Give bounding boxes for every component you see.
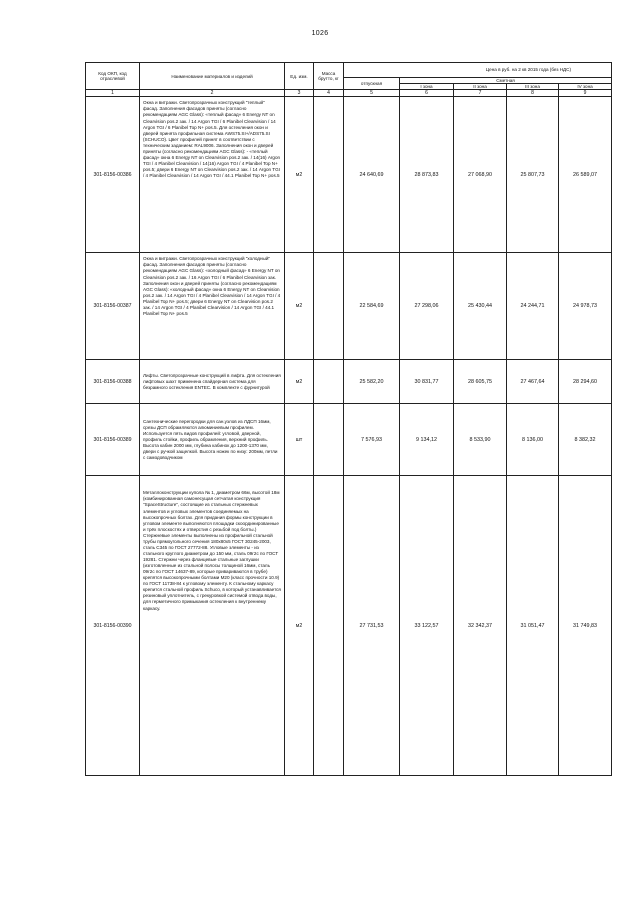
row-description: Лифты. Светопрозрачные конструкций в лифта. Для остекления лифтовых шахт применена спайдерная система для безрамного остекления ENTEC. В комплекте с фурнитурой [140,360,285,404]
row-mass [314,404,344,476]
row-code: 301-8156-00387 [86,253,140,360]
col-number: 6 [400,90,454,97]
row-release-price: 27 731,53 [344,476,400,776]
header-zone-1: I зона [400,84,454,90]
row-unit: м2 [285,476,314,776]
row-mass [314,253,344,360]
row-unit: м2 [285,360,314,404]
header-price-group: Цена в руб. на 2 кв 2015 года (без НДС) [344,63,612,78]
row-code: 301-8156-00390 [86,476,140,776]
row-release-price: 25 582,20 [344,360,400,404]
row-mass [314,97,344,253]
header-estimate: Сметная [400,78,612,84]
row-unit: м2 [285,253,314,360]
row-unit: м2 [285,97,314,253]
row-zone-2-price: 8 533,90 [454,404,507,476]
row-zone-4-price: 26 589,07 [559,97,612,253]
header-mass: Масса брутто, кг [314,63,344,90]
row-zone-2-price: 28 605,75 [454,360,507,404]
row-zone-1-price: 30 831,77 [400,360,454,404]
row-code: 301-8156-00386 [86,97,140,253]
table-row [86,404,612,476]
row-description: Окна и витражи. Светопрозрачных конструкций "холодный" фасад. Заполнения фасадов приняты (согласно рекомендациям AGC Glass): «холодный фасад» 6 Energy NT on Clearvision pos.2 зак. / 16 Argon TGI / 6 Planibel Clearvision зак. Заполнения окон и дверей приняты (согласно рекомендациям AGC Glass): «холодный фасад» окна 6 Energy NT on Clearvision pos.2 зак. / 14 Argon TGI / 4 Planibel Clearvision / 14 Argon TGI / 4 Planibel Top N+ pos.5; двери 6 Energy NT on Clearvision pos.2 зак. / 14 Argon TGI / 4 Planibel Clearvision / 14 Argon TGI / 44.1 Planibel Top N+ pos.5 [140,253,285,360]
col-number: 9 [559,90,612,97]
row-zone-2-price: 25 430,44 [454,253,507,360]
row-description: Окна и витражи. Светопрозрачных конструкций "теплый" фасад. Заполнения фасадов приняты (согласно рекомендациям AGC Glass): «теплый фасад» 6 Energy NT on Clearvision pos.2 зак. / 14 Argon TGI / 6 Planibel Clearvision / 14 Argon TGI / 6 Planibel Top N+ pos.5. Для остекления окон и дверей принята профильная система AWS75.SI+/ADS75.SI (SCHUCO). Цвет профилей принят в соответствии с техническим заданием: RAL9006. Заполнения окон и дверей приняты (согласно рекомендациям AGC Glass): - «теплый фасад» окна 6 Energy NT on Clearvision pos.2 зак. / 14(16) Argon TGI / 4 Planibel Clearvision / 14(16) Argon TGI / 4 Planibel Top N+ pos.5; двери 6 Energy NT on Clearvision pos.2 зак. / 14 Argon TGI / 4 Planibel Clearvision / 14 Argon TGI / 44.1 Planibel Top N+ pos.5 [140,97,285,253]
row-zone-1-price: 9 134,12 [400,404,454,476]
row-zone-3-price: 25 807,73 [507,97,559,253]
row-mass [314,476,344,776]
table-row [86,253,612,360]
table-row [86,360,612,404]
page-number: 1026 [311,30,329,37]
row-release-price: 7 576,93 [344,404,400,476]
row-code: 301-8156-00389 [86,404,140,476]
col-number: 7 [454,90,507,97]
row-zone-4-price: 24 978,73 [559,253,612,360]
header-release: отпускная [344,78,400,90]
row-zone-3-price: 31 051,47 [507,476,559,776]
header-unit: Ед. изм. [285,63,314,90]
row-mass [314,360,344,404]
col-number: 2 [140,90,285,97]
col-number: 3 [285,90,314,97]
header-name: Наименование материалов и изделий [140,63,285,90]
row-unit: шт [285,404,314,476]
row-zone-4-price: 31 749,83 [559,476,612,776]
col-number: 4 [314,90,344,97]
row-zone-2-price: 32 342,37 [454,476,507,776]
header-zone-4: IV зона [559,84,612,90]
row-release-price: 24 640,69 [344,97,400,253]
row-zone-4-price: 8 382,32 [559,404,612,476]
price-table [85,62,612,776]
row-zone-1-price: 27 298,06 [400,253,454,360]
row-code: 301-8156-00388 [86,360,140,404]
row-release-price: 22 584,69 [344,253,400,360]
row-zone-2-price: 27 068,90 [454,97,507,253]
row-zone-3-price: 27 467,64 [507,360,559,404]
row-zone-4-price: 28 294,60 [559,360,612,404]
row-zone-3-price: 24 244,71 [507,253,559,360]
row-zone-1-price: 33 122,57 [400,476,454,776]
header-zone-2: II зона [454,84,507,90]
row-zone-3-price: 8 136,00 [507,404,559,476]
table-row [86,476,612,776]
row-description: Металлоконструкции купола № 1, диаметром 66м, высотой 18м (комбинированная самонесущая сетчатая конструкция "SpaceStructure", состоящие из стальных стержневых элементов и угловых элементов соединяемых на высокопрочных болтах. Для придания формы конструкции в угловом элементе выполняются площадки скоординированные и трёх плоскостях и отверстия с резьбой под болты.) Стержневые элементы выполнены из профильной стальной трубы прямоугольного сечения 180х80х5 ГОСТ 30245-2003, сталь С345 по ГОСТ 27772-88. Угловые элементы - из стального круглого диаметром до 150 мм, сталь 09г2с по ГОСТ 19281. Стержни через фланцевые стальные заглушки (изготовленные из стальной полосы толщиной 16мм, сталь 09г2с по ГОСТ 14637-89, которые привариваются в трубе) крепятся высокопрочными болтами М20 (класс прочности 10.9) по ГОСТ 11738-84 к угловому элементу. К стальному каркасу крепится стальной профиль Schuco, в который устанавливается резиновый уплотнитель, с грекуровкой системой отвода воды, для герметичного примыкания остекления к внутреннему каркасу. [140,476,285,776]
row-zone-1-price: 28 873,83 [400,97,454,253]
col-number: 8 [507,90,559,97]
row-description: Сантехнические перегородки для сан.узлов из ЛДСП 16мм, срезы ДСП обрамляются алюминиевым профилем. Используется пять видов профилей: угловой, дверной, профиль стойки, профиль обрамления, верхний профиль. Высота кабин 2000 мм, глубина кабинок до 1200-1370 мм, двери с ручкой защелкой. Высота ножек по низу: 200мм, петли с самодоводчиком [140,404,285,476]
table-row [86,97,612,253]
header-code-okp: Код ОКП, код отраслевой [86,63,140,90]
col-number: 5 [344,90,400,97]
col-number: 1 [86,90,140,97]
header-zone-3: III зона [507,84,559,90]
